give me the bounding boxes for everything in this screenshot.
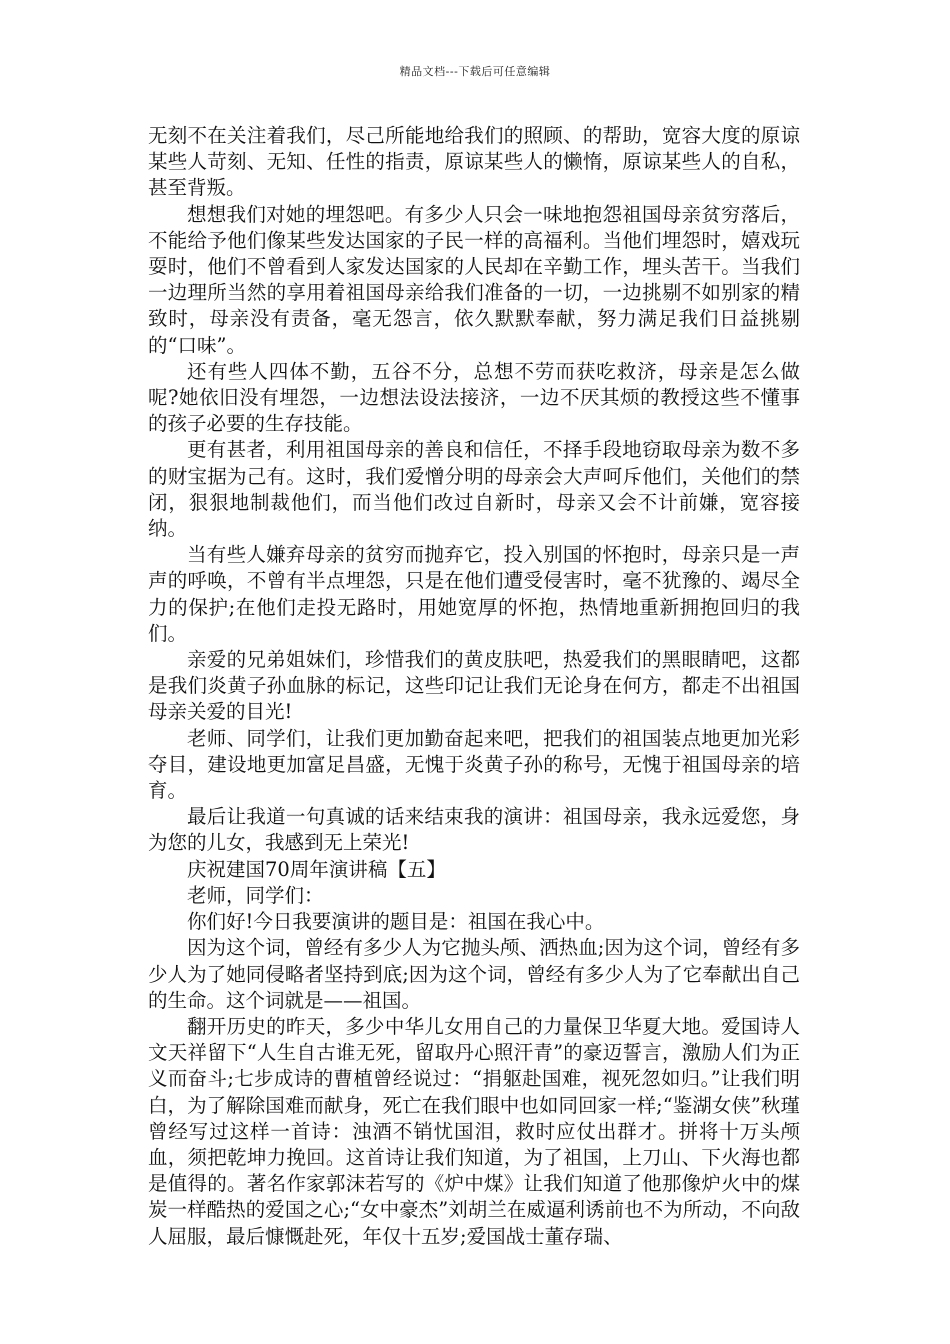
page-header: 精品文档---下载后可任意编辑 <box>399 65 551 78</box>
paragraph: 因为这个词，曾经有多少人为它抛头颅、洒热血;因为这个词，曾经有多少人为了她同侵略者坚持到底;因为这个词，曾经有多少人为了它奉献出自己的生命。这个词就是——祖国。 <box>148 936 800 1012</box>
paragraph: 当有些人嫌弃母亲的贫穷而抛弃它，投入别国的怀抱时，母亲只是一声声的呼唤，不曾有半点埋怨，只是在他们遭受侵害时，毫不犹豫的、竭尽全力的保护;在他们走投无路时，用她宽厚的怀抱，热情地重新拥抱回归的我们。 <box>148 543 800 645</box>
paragraph: 无刻不在关注着我们，尽己所能地给我们的照顾、的帮助，宽容大度的原谅某些人苛刻、无知、任性的指责，原谅某些人的懒惰，原谅某些人的自私，甚至背叛。 <box>148 124 800 200</box>
paragraph: 翻开历史的昨天，多少中华儿女用自己的力量保卫华夏大地。爱国诗人文天祥留下“人生自古谁无死，留取丹心照汗青”的豪迈誓言，激励人们为正义而奋斗;七步成诗的曹植曾经说过：“捐躯赴国难，视死忽如归。”让我们明白，为了解除国难而献身，死亡在我们眼中也如同回家一样;“鉴湖女侠”秋瑾曾经写过这样一首诗：浊酒不销忧国泪，救时应仗出群才。拼将十万头颅血，须把乾坤力挽回。这首诗让我们知道，为了祖国，上刀山、下火海也都是值得的。著名作家郭沫若写的《炉中煤》让我们知道了他那像炉火中的煤炭一样酷热的爱国之心;“女中豪杰”刘胡兰在威逼利诱前也不为所动，不向敌人屈服，最后慷慨赴死，年仅十五岁;爱国战士董存瑞、 <box>148 1014 800 1248</box>
paragraph: 老师、同学们，让我们更加勤奋起来吧，把我们的祖国装点地更加光彩夺目，建设地更加富足昌盛，无愧于炎黄子孙的称号，无愧于祖国母亲的培育。 <box>148 726 800 803</box>
paragraph: 你们好!今日我要演讲的题目是：祖国在我心中。 <box>187 910 605 934</box>
salutation: 老师，同学们： <box>187 883 324 907</box>
paragraph: 想想我们对她的埋怨吧。有多少人只会一味地抱怨祖国母亲贫穷落后，不能给予他们像某些发达国家的子民一样的高福利。当他们埋怨时，嬉戏玩耍时，他们不曾看到人家发达国家的人民却在辛勤工作，埋头苦干。当我们一边理所当然的享用着祖国母亲给我们准备的一切，一边挑剔不如别家的精致时，母亲没有责备，毫无怨言，依久默默奉献，努力满足我们日益挑剔的“口味”。 <box>148 202 800 357</box>
paragraph: 最后让我道一句真诚的话来结束我的演讲：祖国母亲，我永远爱您，身为您的儿女，我感到无上荣光! <box>148 805 800 855</box>
document-body <box>148 123 800 1250</box>
paragraph: 还有些人四体不勤，五谷不分，总想不劳而获吃救济，母亲是怎么做呢?她依旧没有埋怨，一边想法设法接济，一边不厌其烦的教授这些不懂事的孩子必要的生存技能。 <box>148 359 800 436</box>
section-title: 庆祝建国70周年演讲稿【五】 <box>187 857 446 881</box>
paragraph: 亲爱的兄弟姐妹们，珍惜我们的黄皮肤吧，热爱我们的黑眼睛吧，这都是我们炎黄子孙血脉的标记，这些印记让我们无论身在何方，都走不出祖国母亲关爱的目光! <box>148 648 800 724</box>
paragraph: 更有甚者，利用祖国母亲的善良和信任，不择手段地窃取母亲为数不多的财宝据为己有。这时，我们爱憎分明的母亲会大声呵斥他们，关他们的禁闭，狠狠地制裁他们，而当他们改过自新时，母亲又会不计前嫌，宽容接纳。 <box>148 438 800 541</box>
